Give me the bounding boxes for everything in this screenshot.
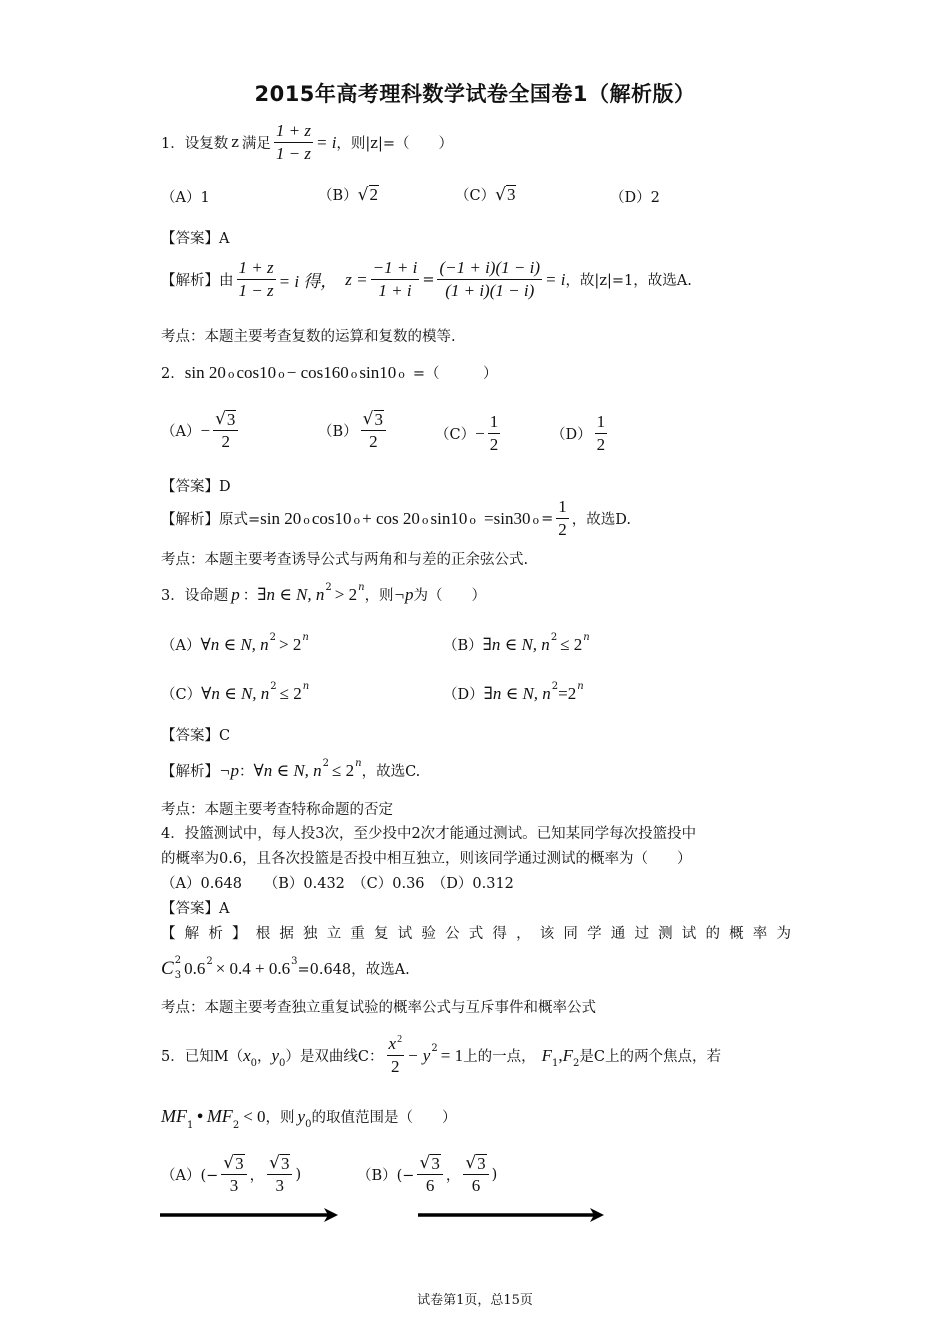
q4-exp-char: 解 [184,926,200,942]
q1-option-d: （D）2 [610,190,660,206]
q4-exp-char: 独 [303,926,318,942]
q5-y0-sub: 0 [279,1058,286,1070]
q3-option-a: （A） ∀n ∈ N, n 2 > 2 n [161,632,309,654]
q2-optB-den: 2 [369,432,378,452]
q4-explanation-line [161,922,791,943]
question-5: 5．已知M（ x 0 ， y 0 ）是双曲线C： $\frac{x^2}{2}$ − y 2 = 1 上的一点， F 1 , F 2 是C上的两个焦点，若 [161,1034,721,1077]
q5-mf1: MF [161,1106,187,1126]
q2-exp-tail: ，故选D. [571,512,631,529]
q2-expr-d: sin10 [359,362,397,382]
q2-optA-num: 3 [226,409,236,429]
q2-exp-deg-1: o [303,514,310,528]
q1-optC-label: （C） [455,188,496,204]
q5-line-2 [161,1106,457,1131]
q4-exp-char: 得 [492,926,507,942]
q1-option-c [455,184,516,205]
q2-prefix: 2． [161,366,185,382]
q5-optA-end: ) [295,1166,302,1183]
q2-answer: 【答案】D [161,479,231,495]
q2-exp-orig: 原式= [219,512,261,529]
q3-option-c: （C） ∀n ∈ N, n 2 ≤ 2 n [161,681,310,703]
q4-line-2: 的概率为0.6，且各次投篮是否投中相互独立，则该同学通过测试的概率为（ ） [161,851,692,867]
q5-tail1: 上的一点， [463,1049,536,1066]
q3-optA-label: （A） [161,638,201,654]
q2-exp-deg-4: o [469,514,477,528]
q5-optB-end: ) [491,1166,498,1183]
q4-exp-char: 为 [776,926,791,942]
q5-optA-mid: ， [249,1168,265,1185]
q1-optC-val: 3 [506,184,516,204]
q5-option-b [357,1153,497,1197]
question-3 [161,584,486,605]
q5-frac-den: 2 [391,1057,400,1077]
q2-deg-3: o [350,368,358,381]
q5-eq1: = 1 [440,1045,464,1065]
q1-optC-sqrt: √ 3 [495,184,516,205]
q4-exp-char: 验 [421,926,436,942]
q2-optC-sign: − [475,423,485,443]
q3-optB-label: （B） [443,638,483,654]
q2-option-b [318,409,389,453]
q1-fraction [274,121,313,165]
q5-comma: ， [257,1049,272,1066]
q5-minus: − y [407,1045,431,1065]
q1-var: z [231,134,239,151]
q1-exp-eq3: = i [544,269,566,289]
q4-exp-char: 率 [752,926,768,942]
q5-x0-sub: 0 [250,1058,257,1070]
q4-calc-sub: 3 [174,970,182,981]
q3-optD-label: （D） [443,687,484,703]
q4-exp-char: 【 [161,926,176,942]
q3-option-d: （D） ∃n ∈ N, n 2 =2 n [443,681,584,703]
q2-optC-num: 1 [488,412,501,434]
q4-calc-a: 0.6 [184,958,206,978]
q2-optB-num: 3 [374,409,383,429]
q5-optB-label: （B）(− [357,1168,415,1185]
page-title: 2015年高考理科数学试卷全国卷1（解析版） [254,82,696,106]
q5-optB-num2: 3 [477,1153,486,1173]
q3-answer: 【答案】C [161,728,231,744]
q3-stmt: ∃n ∈ N, n [257,584,325,604]
q2-exp-eq: = [541,510,554,527]
q1-optB-label: （B） [318,188,358,204]
q5-mf2-sub: 2 [232,1120,240,1131]
q1-exp-den3: (1 + i)(1 − i) [445,281,535,301]
q4-exp-char: 同 [563,926,578,942]
q4-exp-char: 根 [255,926,271,942]
q3-exp-notp: ¬p [219,760,239,780]
q2-exp-den: 2 [558,520,567,540]
q3-suffix: ，则 [364,588,394,604]
q3-optC-rel: ≤ 2 [279,683,302,703]
q4-calc-b: × 0.4 + 0.6 [215,958,291,978]
q4-line-1: 4．投篮测试中，每人投3次，至少投中2次才能通过测试。已知某同学每次投篮投中 [161,826,697,842]
q2-optC-den: 2 [489,435,499,455]
q3-gt: > 2 [334,584,358,604]
q5-optA-den1: 3 [229,1176,239,1196]
q3-explanation: 【解析】 ¬p ： ∀n ∈ N, n 2 ≤ 2 n ，故选C. [161,758,421,780]
q5-lt0: < 0 [243,1106,266,1126]
q5-optB-frac1: √ 3 6 [417,1153,442,1197]
q4-exp-char: 式 [468,926,484,942]
q3-optC-expr: ∀n ∈ N, n [201,683,270,703]
q5-range: 的取值范围是（ ） [311,1110,457,1126]
q2-explanation [161,497,631,541]
q3-exp-n: n [358,582,365,593]
q2-exp-num: 1 [556,497,569,519]
q2-optA-den: 2 [221,432,230,452]
q5-x0: x [243,1045,251,1065]
q2-option-a [161,409,241,453]
q1-exp-eq2: = [422,271,435,288]
q5-tail2: 是C上的两个焦点，若 [579,1049,721,1066]
q5-F2-sub: 2 [572,1058,580,1070]
q4-calc-a-exp: 2 [206,956,213,967]
q3-optB-rel: ≤ 2 [560,634,583,654]
q3-exp-expr: ∀n ∈ N, n [253,760,322,780]
q5-mf2: MF [206,1106,233,1126]
q1-exp-frac1 [237,258,276,302]
q1-prefix: 1．设复数 [161,136,229,153]
q5-optB-num1: 3 [431,1153,440,1173]
q4-calc-b-exp: 3 [291,956,298,967]
q4-exp-char: 通 [610,926,626,942]
q3-option-b: （B） ∃n ∈ N, n 2 ≤ 2 n [443,632,590,654]
arrow-left [160,1206,340,1224]
q5-optB-mid: ， [445,1168,461,1185]
q2-exp-c: + cos 20 [362,508,420,528]
q2-optC-label: （C） [435,427,476,444]
q2-exp-frac [556,497,569,541]
q2-optB-frac: √ 3 2 [361,409,386,453]
q2-optD-num: 1 [595,412,608,434]
q4-exp-char: 】 [232,926,247,942]
q4-exp-char: 公 [445,926,460,942]
q5-option-a [161,1153,301,1197]
q2-expr-b: cos10 [236,362,277,382]
q4-exp-char: 的 [705,926,720,942]
q2-optD-label: （D） [551,427,592,444]
q1-option-b [318,184,379,205]
q2-suffix: =（ ） [412,366,498,382]
q4-exp-char: 学 [587,926,602,942]
q3-exp-colon: ： [238,764,254,780]
q3-colon: ： [242,588,258,604]
q4-exp-char: 立 [326,926,342,942]
q4-calc-sup: 2 [174,955,182,966]
page-footer: 试卷第1页，总15页 [417,1293,533,1308]
q3-p: p [231,584,240,604]
q3-exp-tail: ，故选C. [361,764,421,780]
q1-frac-num: 1 + z [274,121,313,143]
q3-tail: 为（ ） [413,588,487,604]
q5-frac-num: x [388,1034,397,1053]
q4-calc [161,956,410,981]
q3-optB-expr: ∃n ∈ N, n [482,634,550,654]
q1-exp-den2: 1 + i [378,281,412,301]
q2-optA-sign: − [200,420,211,440]
q1-optB-val: 2 [369,184,378,204]
q1-exp-num2: −1 + i [371,258,420,280]
q1-exp-eq1: = i 得， [278,272,338,292]
q2-option-c [435,412,503,456]
q4-exp-char: 试 [397,926,413,942]
q1-suffix: ，则|z|=（ ） [336,136,453,153]
q1-frac-den: 1 − z [275,144,311,164]
q1-exp-frac3 [437,258,542,302]
q5-dot: • [195,1107,205,1126]
q3-optA-expr: ∀n ∈ N, n [200,634,269,654]
q5-optA-label: （A）(− [161,1168,219,1185]
arrow-right [418,1206,608,1224]
q5-then: ，则 [265,1110,295,1126]
q2-note: 考点：本题主要考查诱导公式与两角和与差的正余弦公式. [161,552,529,568]
q2-deg-2: o [278,368,285,381]
q3-note: 考点：本题主要考查特称命题的否定 [161,802,393,818]
q2-optC-frac [488,412,501,456]
q3-prefix: 3．设命题 [161,588,229,604]
q5-F1-sub: 1 [551,1058,559,1070]
q5-optA-den2: 3 [275,1176,285,1196]
q1-exp-tail: ，故|z|=1，故选A. [565,273,692,290]
q1-answer: 【答案】A [161,231,230,247]
q4-exp-char: 该 [539,926,555,942]
q5-y0: y [271,1045,280,1065]
q4-note: 考点：本题主要考查独立重复试验的概率公式与互斥事件和概率公式 [161,1000,596,1016]
q2-exp-a: sin 20 [260,508,302,528]
q4-exp-char: 重 [350,926,365,942]
q1-exp-z: z = [345,269,368,289]
q2-exp-deg-3: o [421,514,429,528]
q4-exp-char: 复 [374,926,389,942]
q1-exp-den1: 1 − z [238,281,274,301]
q4-exp-char: ， [516,926,531,942]
q2-expr-c: − cos160 [286,362,349,382]
q5-optB-den2: 6 [471,1176,481,1196]
q5-optA-frac1: √ 3 3 [221,1153,246,1197]
q5-optA-num2: 3 [280,1153,290,1173]
q5-mid: ）是双曲线C： [285,1049,384,1066]
q2-optD-den: 2 [596,435,606,455]
q2-option-d [551,412,610,456]
q1-explanation [161,258,692,302]
q1-exp-by: 由 [219,273,234,290]
q5-F1: F [541,1045,552,1065]
q2-expr-a: sin 20 [184,362,226,382]
q4-exp-char: 试 [681,926,697,942]
q4-exp-char: 过 [634,926,649,942]
q4-exp-char: 析 [208,926,223,942]
q5-prefix: 5．已知M（ [161,1049,244,1066]
q2-optA-frac: √ 3 2 [213,409,238,453]
q4-options: （A）0.648 （B）0.432 （C）0.36 （D）0.312 [161,876,514,892]
q1-exp-num1: 1 + z [237,258,276,280]
q5-optB-frac2: √ 3 6 [463,1153,488,1197]
q2-optD-frac [595,412,608,456]
q3-optD-rel: =2 [558,683,577,703]
q2-deg-4: o [398,368,405,381]
q1-note: 考点：本题主要考查复数的运算和复数的模等. [161,329,456,345]
question-2 [161,362,498,383]
q4-exp-char: 测 [658,926,673,942]
q3-optA-rel: > 2 [279,634,302,654]
q5-F2: F [562,1045,573,1065]
q2-exp-d: sin10 [430,508,468,528]
q4-answer: 【答案】A [161,901,230,917]
q5-optB-den1: 6 [425,1176,435,1196]
q4-exp-char: 据 [279,926,294,942]
q1-optB-sqrt: √ 2 [357,184,378,205]
q5-y0b: y [297,1106,306,1126]
q3-optD-expr: ∃n ∈ N, n [483,683,551,703]
q2-exp-e: =sin30 [484,508,531,528]
q4-exp-char: 概 [729,926,744,942]
q5-optA-frac2: √ 3 3 [267,1153,292,1197]
q2-exp-label: 【解析】 [161,512,219,529]
q4-calc-C: C [161,957,174,979]
q2-exp-b: cos10 [311,508,352,528]
q3-exp-rel: ≤ 2 [332,760,355,780]
q4-combination [161,956,181,981]
q2-exp-deg-5: o [532,514,540,528]
q3-exp-label: 【解析】 [161,764,219,780]
q1-option-a: （A）1 [161,190,210,206]
q2-exp-deg-2: o [353,514,361,528]
q3-optC-label: （C） [161,687,202,703]
q1-exp-num3: (−1 + i)(1 − i) [437,258,542,280]
q5-mf1-sub: 1 [187,1120,194,1131]
q5-y0b-sub: 0 [305,1119,312,1130]
q1-cond: 满足 [241,136,271,153]
q1-exp-frac2 [371,258,420,302]
q4-calc-tail: =0.648，故选A. [297,962,410,978]
q3-notp: ¬p [393,584,414,604]
q3-sq: 2 [325,582,332,593]
question-1 [161,121,453,165]
q2-optB-label: （B） [318,424,358,441]
q5-optA-num1: 3 [235,1153,244,1173]
q2-optA-label: （A） [161,424,201,441]
q1-exp-label: 【解析】 [161,273,219,290]
q5-frac: $\frac{x^2}{2}$ [388,1034,403,1077]
q2-deg-1: o [227,368,235,381]
q1-eq: = i [315,132,337,152]
